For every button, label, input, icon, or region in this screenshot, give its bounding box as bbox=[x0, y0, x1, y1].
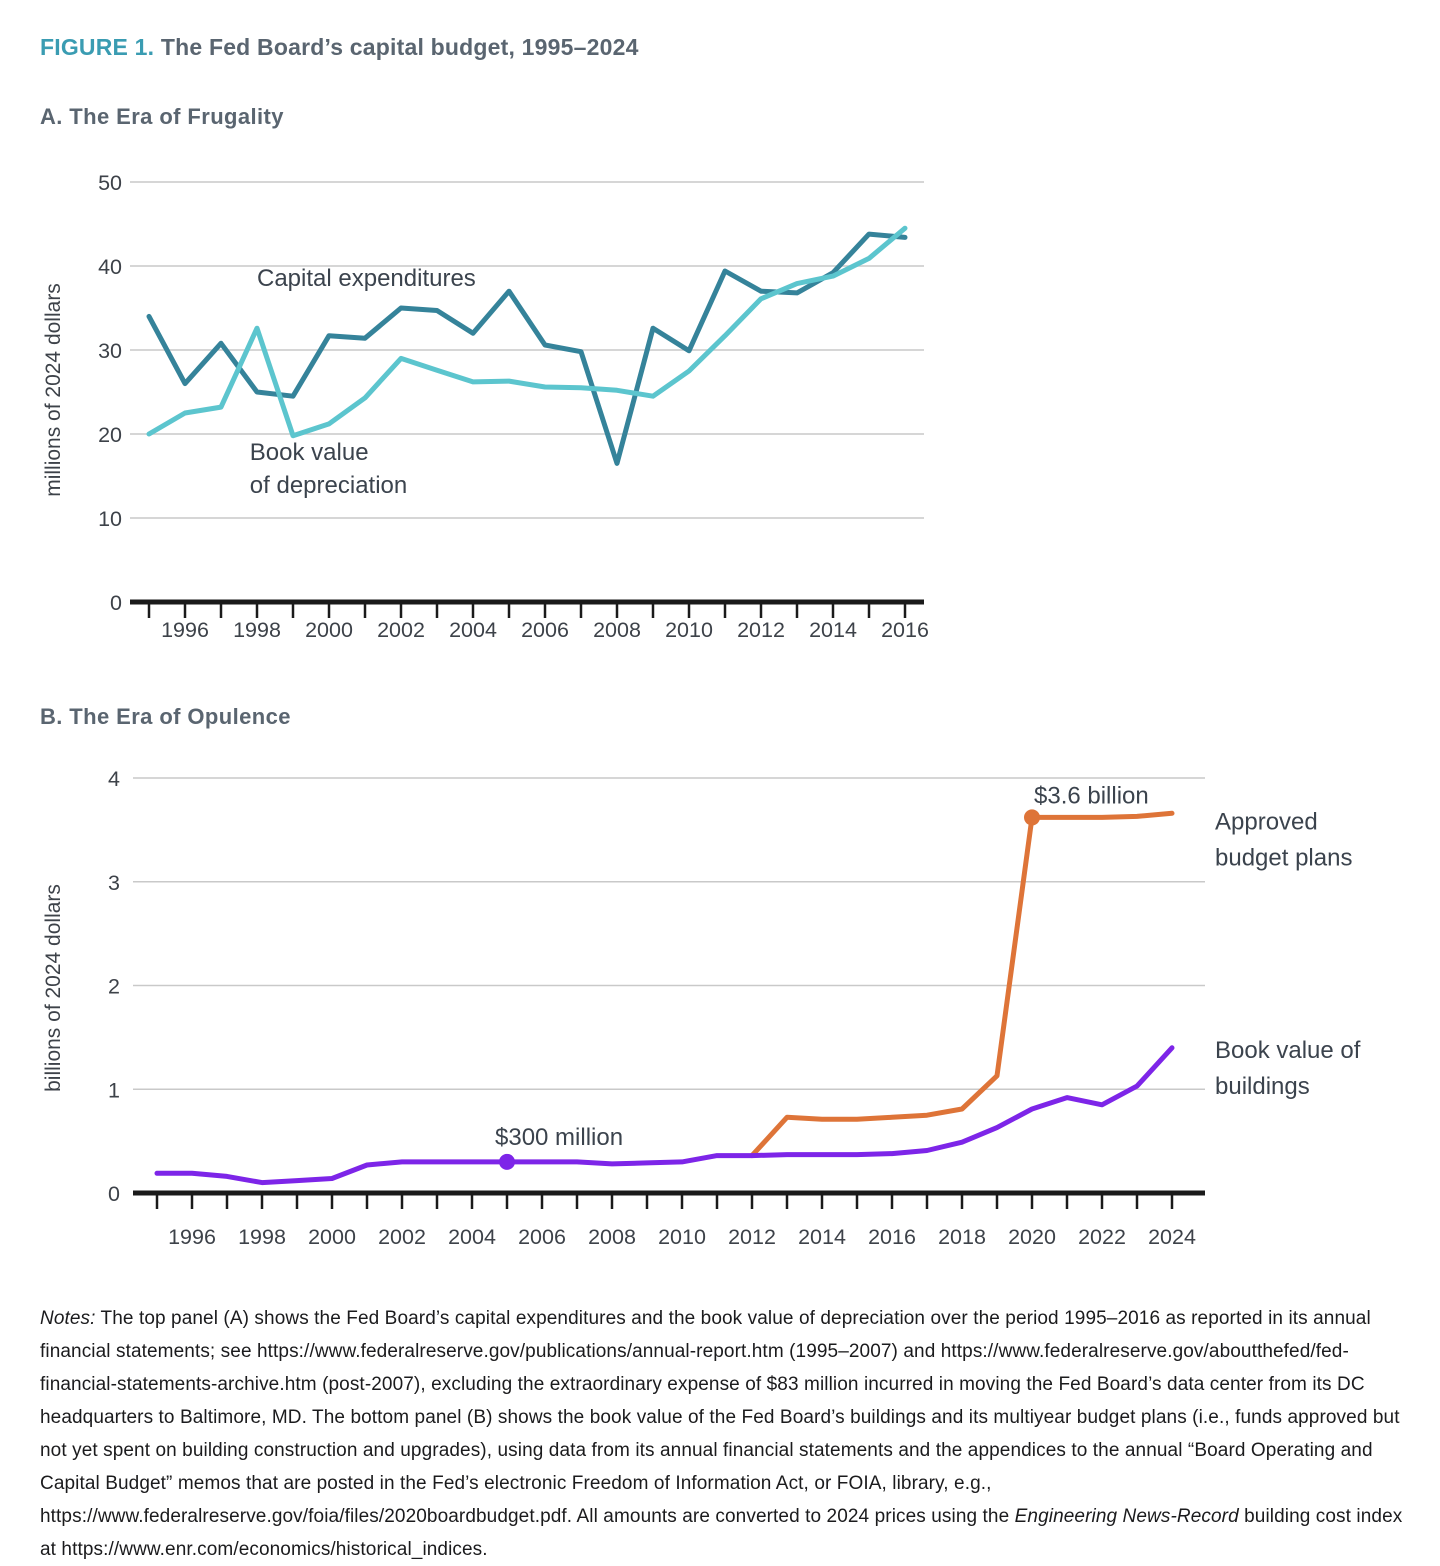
panel-b-heading: B. The Era of Opulence bbox=[40, 704, 291, 729]
panel-b-chart bbox=[0, 760, 1440, 1275]
book-value-buildings-label: buildings bbox=[1215, 1072, 1310, 1100]
label-300-million: $300 million bbox=[495, 1123, 624, 1151]
notes-segment: The top panel (A) shows the Fed Board’s capital expenditures and the book value of depreciation over the period 1995–2016 as reported in its annual financial statements; see https://www.federalreserve.gov/publications/annual-report.htm (1995–2007) and https://www.federalreserve.gov/aboutthefed/fed-financial-statements-archive.htm (post-2007), excluding the extraordinary expense of $83 million incurred in moving the Fed Board’s data center from its DC headquarters to Baltimore, MD. The bottom panel (B) shows the book value of the Fed Board’s buildings and its multiyear budget plans (i.e., funds approved but not yet spent on building construction and upgrades), using data from its annual financial statements and the appendices to the annual “Board Operating and Capital Budget” memos that are posted in the Fed’s electronic Freedom of Information Act, or FOIA, library, e.g., https://www.federalreserve.gov/foia/files/2020boardbudget.pdf. All amounts are converted to 2024 prices using the bbox=[40, 1308, 1400, 1527]
y-tick-label: 3 bbox=[108, 870, 120, 895]
x-tick-label: 2008 bbox=[588, 1225, 636, 1249]
y-tick-label: 0 bbox=[110, 591, 122, 615]
x-tick-label: 2004 bbox=[448, 1225, 496, 1249]
x-tick-label: 1996 bbox=[168, 1225, 216, 1249]
y-axis-title: billions of 2024 dollars bbox=[42, 884, 65, 1092]
panel-a-chart bbox=[0, 150, 960, 655]
x-tick-label: 2022 bbox=[1078, 1225, 1126, 1249]
figure-title bbox=[40, 34, 639, 61]
x-tick-label: 2018 bbox=[938, 1225, 986, 1249]
x-tick-label: 2000 bbox=[308, 1225, 356, 1249]
y-tick-label: 0 bbox=[108, 1182, 120, 1206]
notes-italic-segment: Notes: bbox=[40, 1308, 96, 1329]
x-tick-label: 2010 bbox=[665, 618, 713, 642]
capital-expenditures-label: Capital expenditures bbox=[257, 265, 476, 293]
book-value-depreciation-label: of depreciation bbox=[249, 472, 408, 500]
x-tick-label: 2014 bbox=[798, 1225, 846, 1249]
y-tick-label: 1 bbox=[108, 1078, 120, 1103]
book-value-of-depreciation-line bbox=[149, 228, 905, 436]
figure-name: The Fed Board’s capital budget, 1995–2024 bbox=[160, 34, 639, 60]
x-tick-label: 2016 bbox=[868, 1225, 916, 1249]
y-tick-label: 4 bbox=[108, 767, 120, 791]
x-tick-label: 1998 bbox=[238, 1225, 286, 1249]
book-value-depreciation-label: Book value bbox=[249, 439, 369, 467]
x-tick-label: 2010 bbox=[658, 1225, 706, 1249]
label-3-6-billion: $3.6 billion bbox=[1034, 782, 1149, 810]
y-tick-label: 50 bbox=[98, 171, 122, 195]
y-axis-title: millions of 2024 dollars bbox=[42, 283, 65, 497]
approved-budget-plans-label: budget plans bbox=[1215, 844, 1353, 872]
x-tick-label: 2016 bbox=[881, 618, 929, 642]
x-tick-label: 2006 bbox=[521, 618, 569, 642]
y-tick-label: 20 bbox=[98, 423, 122, 447]
figure-label: FIGURE 1. bbox=[40, 34, 155, 60]
notes-italic-segment: Engineering News-Record bbox=[1014, 1506, 1239, 1527]
notes-text bbox=[40, 1302, 1412, 1566]
notes-segment: building cost index at https://www.enr.com/economics/historical_indices. bbox=[40, 1506, 1403, 1560]
x-tick-label: 2014 bbox=[809, 618, 857, 642]
book-value-buildings-label: Book value of bbox=[1215, 1036, 1361, 1064]
y-tick-label: 2 bbox=[108, 974, 120, 999]
x-tick-label: 2002 bbox=[377, 618, 425, 642]
y-tick-label: 10 bbox=[98, 507, 122, 531]
x-tick-label: 2008 bbox=[593, 618, 641, 642]
x-tick-label: 2006 bbox=[518, 1225, 566, 1249]
panel-a-heading: A. The Era of Frugality bbox=[40, 104, 284, 129]
x-tick-label: 2012 bbox=[737, 618, 785, 642]
x-tick-label: 2002 bbox=[378, 1225, 426, 1249]
x-tick-label: 2000 bbox=[305, 618, 353, 642]
approved-budget-plans-line bbox=[752, 813, 1172, 1155]
approved-budget-plans-marker bbox=[1024, 809, 1040, 825]
x-tick-label: 1998 bbox=[233, 618, 281, 642]
y-tick-label: 30 bbox=[98, 339, 122, 363]
x-tick-label: 2020 bbox=[1008, 1225, 1056, 1249]
x-tick-label: 2024 bbox=[1148, 1225, 1196, 1249]
x-tick-label: 1996 bbox=[161, 618, 209, 642]
book-value-of-buildings-marker bbox=[499, 1154, 515, 1170]
x-tick-label: 2004 bbox=[449, 618, 497, 642]
y-tick-label: 40 bbox=[98, 255, 122, 279]
x-tick-label: 2012 bbox=[728, 1225, 776, 1249]
book-value-of-buildings-line bbox=[157, 1048, 1172, 1183]
approved-budget-plans-label: Approved bbox=[1215, 808, 1318, 836]
